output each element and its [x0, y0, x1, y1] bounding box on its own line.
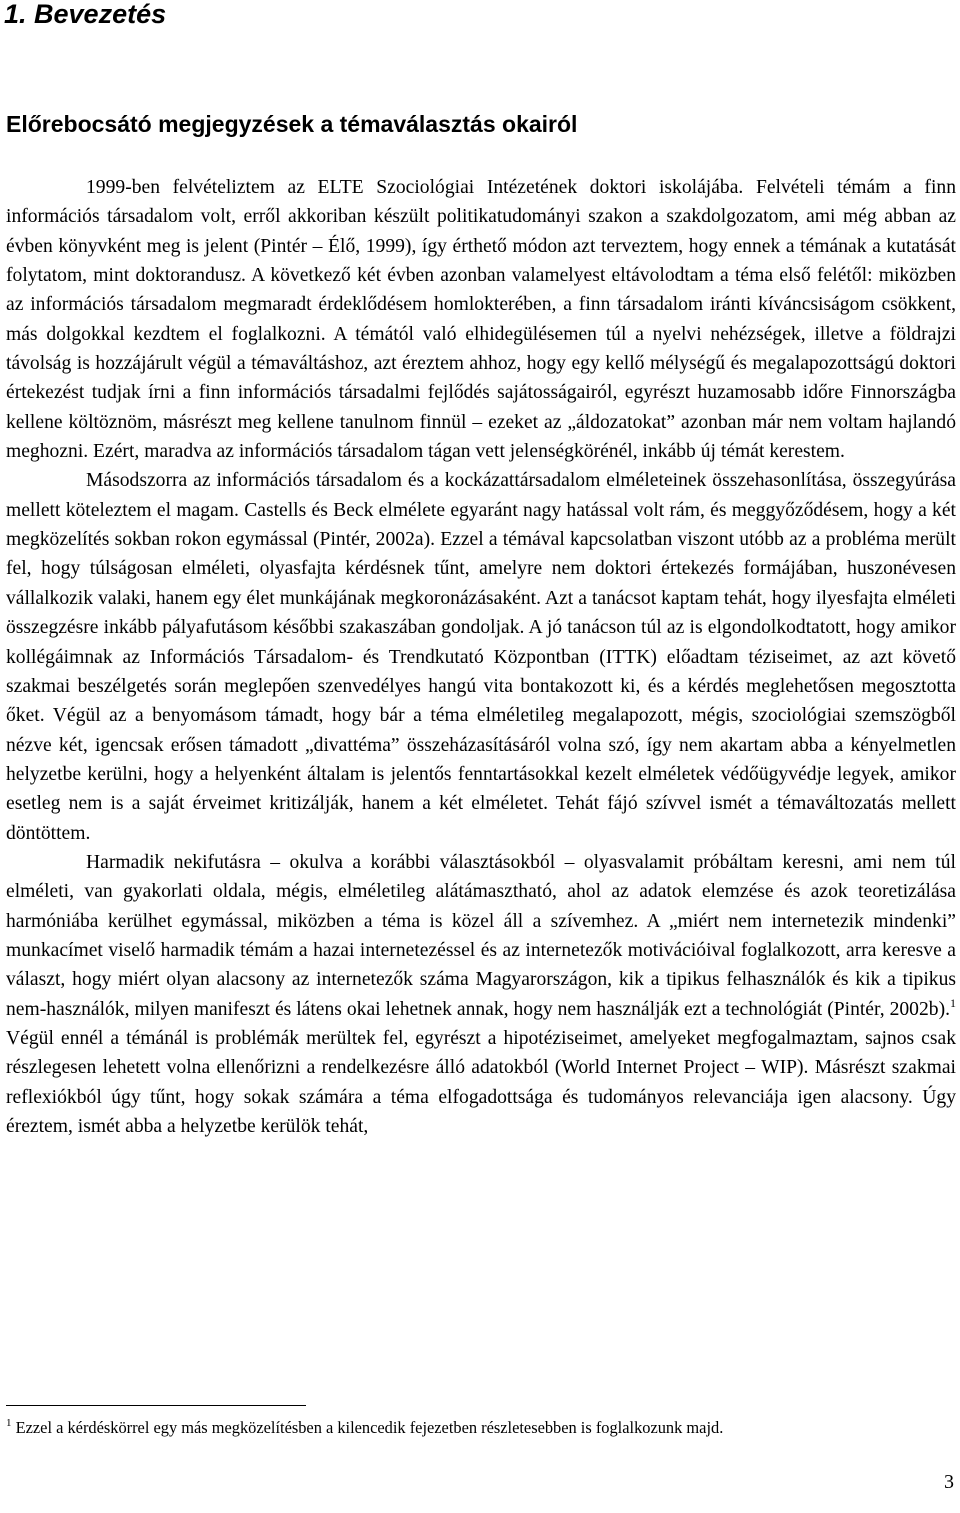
paragraph-3-text-end: Végül ennél a témánál is problémák merültek fel, egyrészt a hipotéziseimet, amelyeket megfogalmaztam, sajnos csak részlegesen lehetett volna ellenőrizni a rendelkezésre álló adatokból (World Internet Project – WIP). Másrészt szakmai reflexiókból úgy tűnt, hogy sokak számára a téma elfogadottsága és tudományos relevanciája igen alacsony. Úgy éreztem, ismét abba a helyzetbe kerülök tehát,	[6, 1027, 956, 1137]
footnote-reference[interactable]: 1	[950, 995, 956, 1010]
footnote-text: Ezzel a kérdéskörrel egy más megközelítésben a kilencedik fejezetben részletesebben is foglalkozunk majd.	[15, 1418, 724, 1437]
footnote-mark: 1	[6, 1417, 12, 1429]
section-title: Előrebocsátó megjegyzések a témaválasztás okairól	[6, 111, 578, 137]
chapter-title: 1. Bevezetés	[4, 0, 167, 29]
footnote	[6, 1416, 723, 1440]
paragraph-3	[6, 848, 956, 1141]
paragraph-1: 1999-ben felvételiztem az ELTE Szociológiai Intézetének doktori iskolájába. Felvételi témám a finn információs társadalom volt, erről akkoriban készült politikatudományi szakon a szakdolgozatom, ami még abban az évben könyvként meg is jelent (Pintér – Élő, 1999), így érthető módon azt terveztem, hogy ennek a témának a kutatását folytatom, mint doktorandusz. A következő két évben azonban valamelyest eltávolodtam a téma első felétől: miközben az információs társadalom megmaradt érdeklődésem homlokterében, a finn társadalom iránti kíváncsiságom csökkent, más dolgokkal kezdtem el foglalkozni. A témától való elhidegülésemen túl a nyelvi nehézségek, illetve a földrajzi távolság is hozzájárult végül a témaváltáshoz, azt éreztem ahhoz, hogy egy kellő mélységű és megalapozottságú doktori értekezést tudjak írni a finn információs társadalmi fejlődés sajátosságairól, egyrészt huzamosabb időre Finnországba kellene költöznöm, másrészt meg kellene tanulnom finnül – ezeket az „áldozatokat” azonban már nem voltam hajlandó meghozni. Ezért, maradva az információs társadalom tágan vett jelenségkörénél, inkább új témát kerestem.	[6, 177, 956, 463]
paragraph-2: Másodszorra az információs társadalom és a kockázattársadalom elméleteinek összehasonlítása, összegyúrása mellett köteleztem el magam. Castells és Beck elmélete egyaránt nagy hatással volt rám, és meggyőződésem, hogy a két megközelítés sokban rokon egymással (Pintér, 2002a). Ezzel a témával kapcsolatban viszont utóbb az a probléma merült fel, hogy túlságosan elméleti, olyasfajta kérdésnek tűnt, amelyre nem doktori értekezés formájában, huszonévesen vállalkozik valaki, hanem egy élet munkájának megkoronázásaként. Azt a tanácsot kaptam tehát, hogy ilyesfajta elméleti összegzésre inkább pályafutásom későbbi szakaszában gondoljak. A jó tanácson túl az is elgondolkodtatott, hogy amikor kollégáimnak az Információs Társadalom- és Trendkutató Központban (ITTK) előadtam téziseimet, az azt követő szakmai beszélgetés során meglepően szenvedélyes hangú vita bontakozott ki, és a kérdés meglehetősen megosztotta őket. Végül az a benyomásom támadt, hogy bár a téma elméletileg megalapozott, mégis, szociológiai szemszögből nézve két, igencsak erősen támadott „divattéma” összeházasításáról volna szó, így nem akartam abba a kényelmetlen helyzetbe kerülni, hogy a helyenként általam is jelentős fenntartásokkal kezelt elméletek védőügyvédje legyek, amikor esetleg nem is a saját érveimet kritizálják, hanem a két elméletet. Tehát fájó szívvel ismét a témaváltozatás mellett döntöttem.	[6, 470, 956, 844]
page-number: 3	[944, 1471, 954, 1493]
footnote-divider	[6, 1405, 306, 1406]
body-text	[6, 173, 956, 1141]
paragraph-3-text-start: Harmadik nekifutásra – okulva a korábbi választásokból – olyasvalamit próbáltam keresni, ami nem túl elméleti, van gyakorlati oldala, mégis, elméletileg alátámasztható, ahol az adatok elemzése és azok teoretizálása harmóniába kerülhet egymással, miközben a téma is közel áll a szívemhez. A „miért nem internetezik mindenki” munkacímet viselő harmadik témám a hazai internetezéssel és az internetezők motivációival foglalkozott, arra keresve a választ, hogy miért olyan alacsony az internetezők száma Magyarországon, kik a tipikus felhasználók és kik a tipikus nem-használók, milyen manifeszt és látens okai lehetnek annak, hogy nem használják ezt a technológiát (Pintér, 2002b).	[6, 851, 956, 1020]
